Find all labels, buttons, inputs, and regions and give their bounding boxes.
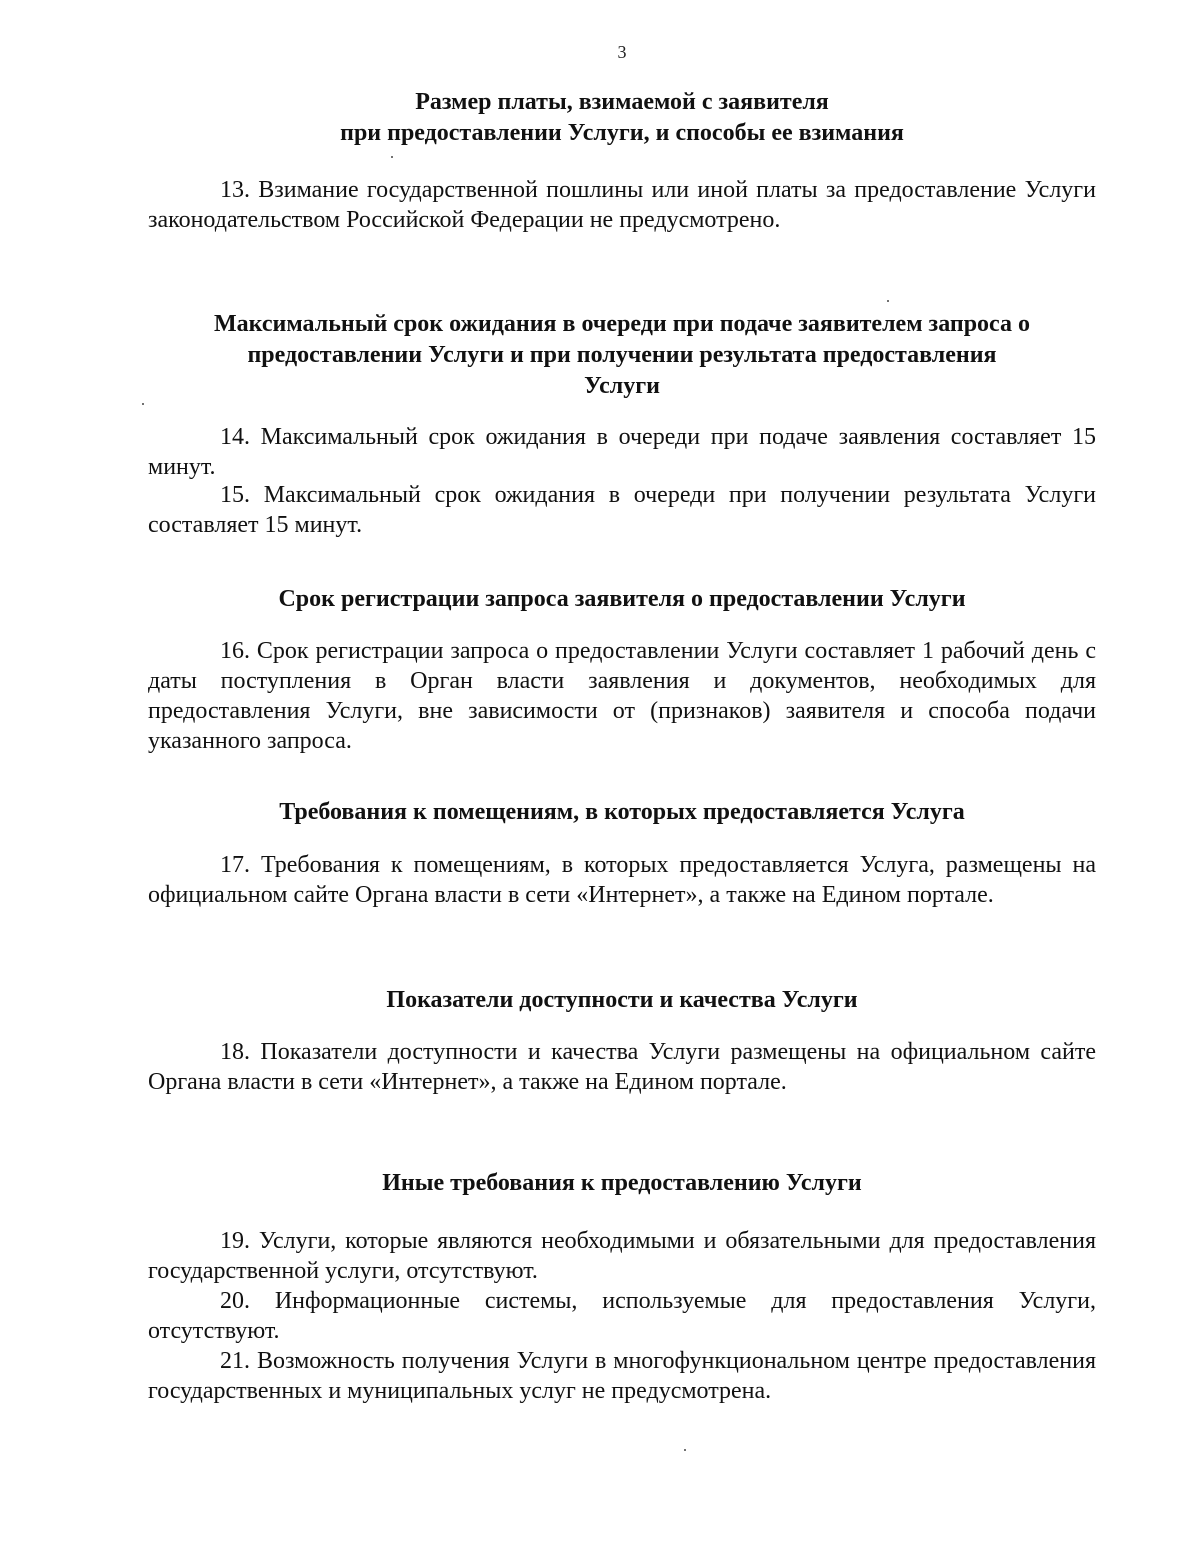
heading-line: Услуги [584,373,660,399]
heading-line: Размер платы, взимаемой с заявителя [415,89,829,115]
section-heading-other-requirements [148,1168,1096,1199]
heading-line: предоставлении Услуги и при получении результата предоставления [247,342,997,368]
section-heading-fee [148,87,1096,149]
scan-speck [391,156,393,158]
paragraph-19: 19. Услуги, которые являются необходимыми и обязательными для предоставления государственной услуги, отсутствуют. [148,1228,1096,1284]
heading-line: Срок регистрации запроса заявителя о предоставлении Услуги [278,586,966,612]
heading-line: Максимальный срок ожидания в очереди при подаче заявителем запроса о [213,311,1030,337]
paragraph-17: 17. Требования к помещениям, в которых предоставляется Услуга, размещены на официальном сайте Органа власти в сети «Интернет», а также на Едином портале. [148,852,1096,908]
section-heading-premises [148,797,1096,828]
heading-line: Показатели доступности и качества Услуги [386,987,858,1013]
section-heading-quality [148,985,1096,1016]
paragraph-21: 21. Возможность получения Услуги в многофункциональном центре предоставления государственных и муниципальных услуг не предусмотрена. [148,1348,1096,1404]
paragraph-13: 13. Взимание государственной пошлины или иной платы за предоставление Услуги законодательством Российской Федерации не предусмотрено. [148,177,1096,233]
paragraph-20: 20. Информационные системы, используемые для предоставления Услуги, отсутствуют. [148,1288,1096,1344]
paragraph-14: 14. Максимальный срок ожидания в очереди при подаче заявления составляет 15 минут. [148,424,1096,480]
page-number: 3 [617,42,627,62]
scan-speck [684,1449,686,1451]
section-heading-registration [148,584,1096,615]
scan-speck [887,300,889,302]
paragraph-16: 16. Срок регистрации запроса о предоставлении Услуги составляет 1 рабочий день с даты поступления в Орган власти заявления и документов, необходимых для предоставления Услуги, вне зависимости от (признаков) заявителя и способа подачи указанного запроса. [148,638,1096,754]
section-heading-queue-time [148,309,1096,402]
scan-speck [142,403,144,405]
heading-line: Требования к помещениям, в которых предоставляется Услуга [279,799,965,825]
paragraph-18: 18. Показатели доступности и качества Услуги размещены на официальном сайте Органа власти в сети «Интернет», а также на Едином портале. [148,1039,1096,1095]
heading-line: при предоставлении Услуги, и способы ее взимания [340,120,904,146]
heading-line: Иные требования к предоставлению Услуги [382,1170,862,1196]
paragraph-15: 15. Максимальный срок ожидания в очереди при получении результата Услуги составляет 15 минут. [148,482,1096,538]
